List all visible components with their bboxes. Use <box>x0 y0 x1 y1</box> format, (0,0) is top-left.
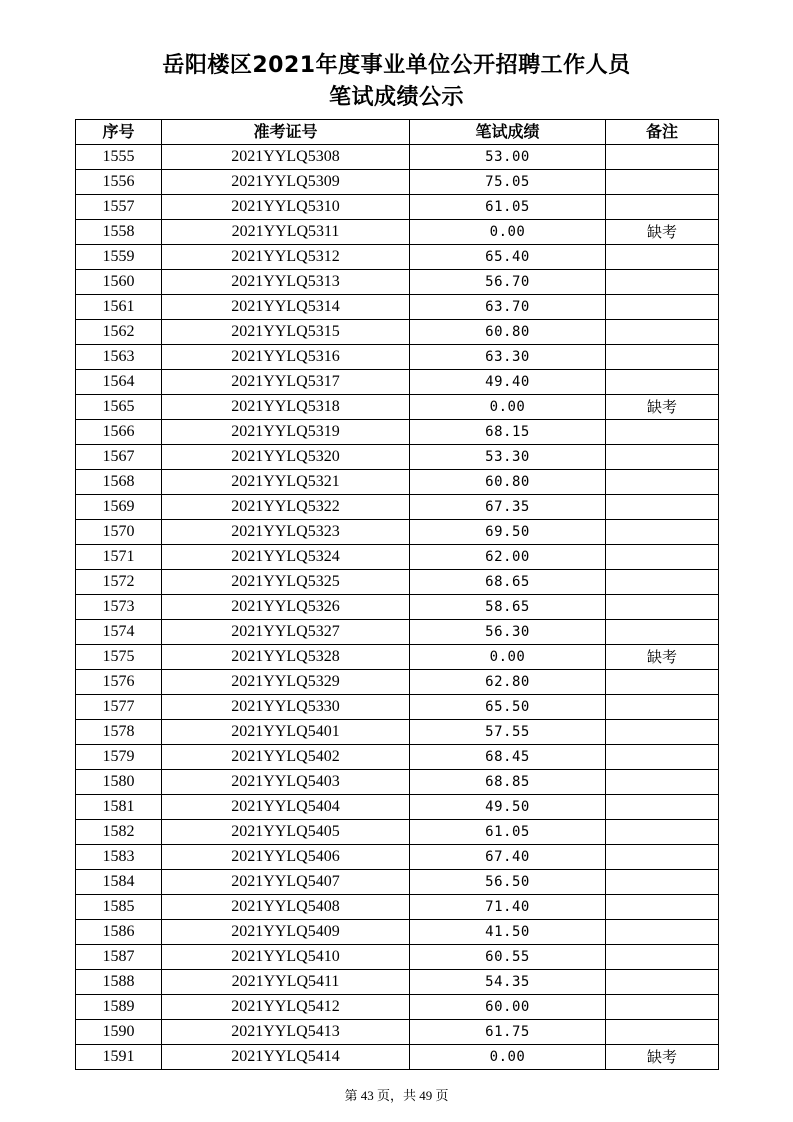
header-score: 笔试成绩 <box>410 120 606 145</box>
cell-score: 53.30 <box>410 445 606 470</box>
cell-exam-number: 2021YYLQ5407 <box>162 870 410 895</box>
cell-exam-number: 2021YYLQ5403 <box>162 770 410 795</box>
cell-exam-number: 2021YYLQ5312 <box>162 245 410 270</box>
header-index: 序号 <box>76 120 162 145</box>
cell-remarks <box>606 995 719 1020</box>
cell-index: 1574 <box>76 620 162 645</box>
table-row <box>76 820 719 845</box>
cell-remarks <box>606 245 719 270</box>
cell-exam-number: 2021YYLQ5410 <box>162 945 410 970</box>
table-row <box>76 920 719 945</box>
table-row <box>76 645 719 670</box>
cell-score: 56.50 <box>410 870 606 895</box>
cell-index: 1582 <box>76 820 162 845</box>
table-row <box>76 1020 719 1045</box>
cell-score: 41.50 <box>410 920 606 945</box>
cell-index: 1559 <box>76 245 162 270</box>
cell-remarks <box>606 145 719 170</box>
cell-score: 0.00 <box>410 220 606 245</box>
cell-exam-number: 2021YYLQ5405 <box>162 820 410 845</box>
cell-exam-number: 2021YYLQ5413 <box>162 1020 410 1045</box>
page-footer: 第 43 页，共 49 页 <box>344 1088 449 1103</box>
cell-index: 1590 <box>76 1020 162 1045</box>
cell-exam-number: 2021YYLQ5324 <box>162 545 410 570</box>
cell-remarks <box>606 870 719 895</box>
cell-exam-number: 2021YYLQ5317 <box>162 370 410 395</box>
cell-remarks <box>606 670 719 695</box>
cell-index: 1569 <box>76 495 162 520</box>
cell-remarks <box>606 470 719 495</box>
table-row <box>76 145 719 170</box>
cell-remarks <box>606 1020 719 1045</box>
cell-score: 67.35 <box>410 495 606 520</box>
cell-score: 60.55 <box>410 945 606 970</box>
cell-score: 65.40 <box>410 245 606 270</box>
table-row <box>76 970 719 995</box>
cell-score: 63.70 <box>410 295 606 320</box>
cell-score: 62.80 <box>410 670 606 695</box>
cell-index: 1557 <box>76 195 162 220</box>
cell-index: 1568 <box>76 470 162 495</box>
cell-index: 1558 <box>76 220 162 245</box>
cell-exam-number: 2021YYLQ5414 <box>162 1045 410 1070</box>
cell-exam-number: 2021YYLQ5411 <box>162 970 410 995</box>
table-row <box>76 695 719 720</box>
cell-remarks <box>606 370 719 395</box>
cell-score: 65.50 <box>410 695 606 720</box>
cell-remarks: 缺考 <box>606 645 719 670</box>
cell-remarks <box>606 620 719 645</box>
cell-exam-number: 2021YYLQ5315 <box>162 320 410 345</box>
table-row <box>76 245 719 270</box>
cell-remarks <box>606 445 719 470</box>
cell-exam-number: 2021YYLQ5321 <box>162 470 410 495</box>
header-exam-number: 准考证号 <box>162 120 410 145</box>
cell-index: 1570 <box>76 520 162 545</box>
table-row <box>76 745 719 770</box>
cell-exam-number: 2021YYLQ5326 <box>162 595 410 620</box>
cell-score: 56.70 <box>410 270 606 295</box>
cell-remarks <box>606 745 719 770</box>
document-title <box>0 50 793 114</box>
cell-index: 1581 <box>76 795 162 820</box>
cell-score: 56.30 <box>410 620 606 645</box>
cell-remarks <box>606 820 719 845</box>
cell-index: 1561 <box>76 295 162 320</box>
cell-score: 61.75 <box>410 1020 606 1045</box>
table-row <box>76 845 719 870</box>
cell-exam-number: 2021YYLQ5318 <box>162 395 410 420</box>
table-row <box>76 870 719 895</box>
table-row <box>76 1045 719 1070</box>
cell-remarks <box>606 545 719 570</box>
cell-index: 1565 <box>76 395 162 420</box>
cell-score: 53.00 <box>410 145 606 170</box>
table-row <box>76 545 719 570</box>
cell-remarks <box>606 770 719 795</box>
table-row <box>76 620 719 645</box>
cell-remarks <box>606 695 719 720</box>
cell-score: 0.00 <box>410 395 606 420</box>
cell-score: 68.15 <box>410 420 606 445</box>
table-row <box>76 895 719 920</box>
table-body <box>76 145 719 1070</box>
cell-index: 1564 <box>76 370 162 395</box>
cell-exam-number: 2021YYLQ5328 <box>162 645 410 670</box>
cell-index: 1560 <box>76 270 162 295</box>
cell-remarks <box>606 320 719 345</box>
table-row <box>76 220 719 245</box>
table-row <box>76 570 719 595</box>
cell-remarks <box>606 795 719 820</box>
cell-remarks <box>606 520 719 545</box>
cell-index: 1588 <box>76 970 162 995</box>
cell-index: 1580 <box>76 770 162 795</box>
cell-remarks: 缺考 <box>606 1045 719 1070</box>
cell-remarks <box>606 570 719 595</box>
cell-score: 60.80 <box>410 320 606 345</box>
table-row <box>76 395 719 420</box>
cell-remarks <box>606 170 719 195</box>
table-row <box>76 170 719 195</box>
cell-index: 1556 <box>76 170 162 195</box>
cell-score: 75.05 <box>410 170 606 195</box>
table-row <box>76 420 719 445</box>
cell-score: 68.85 <box>410 770 606 795</box>
cell-score: 49.50 <box>410 795 606 820</box>
cell-score: 57.55 <box>410 720 606 745</box>
cell-index: 1591 <box>76 1045 162 1070</box>
cell-score: 58.65 <box>410 595 606 620</box>
cell-exam-number: 2021YYLQ5401 <box>162 720 410 745</box>
title-line-2: 笔试成绩公示 <box>328 85 464 110</box>
cell-exam-number: 2021YYLQ5325 <box>162 570 410 595</box>
cell-score: 0.00 <box>410 1045 606 1070</box>
cell-exam-number: 2021YYLQ5323 <box>162 520 410 545</box>
table-row <box>76 795 719 820</box>
table-row <box>76 720 719 745</box>
cell-score: 71.40 <box>410 895 606 920</box>
table-row <box>76 295 719 320</box>
cell-exam-number: 2021YYLQ5316 <box>162 345 410 370</box>
cell-exam-number: 2021YYLQ5309 <box>162 170 410 195</box>
cell-exam-number: 2021YYLQ5412 <box>162 995 410 1020</box>
cell-index: 1555 <box>76 145 162 170</box>
cell-exam-number: 2021YYLQ5409 <box>162 920 410 945</box>
cell-exam-number: 2021YYLQ5327 <box>162 620 410 645</box>
header-remarks: 备注 <box>606 120 719 145</box>
cell-index: 1566 <box>76 420 162 445</box>
cell-score: 69.50 <box>410 520 606 545</box>
cell-score: 67.40 <box>410 845 606 870</box>
cell-index: 1576 <box>76 670 162 695</box>
cell-remarks: 缺考 <box>606 395 719 420</box>
cell-remarks <box>606 195 719 220</box>
cell-index: 1585 <box>76 895 162 920</box>
cell-remarks <box>606 720 719 745</box>
cell-exam-number: 2021YYLQ5310 <box>162 195 410 220</box>
cell-index: 1579 <box>76 745 162 770</box>
table-row <box>76 595 719 620</box>
cell-score: 63.30 <box>410 345 606 370</box>
cell-score: 68.45 <box>410 745 606 770</box>
cell-remarks <box>606 595 719 620</box>
cell-score: 60.00 <box>410 995 606 1020</box>
table-row <box>76 270 719 295</box>
cell-exam-number: 2021YYLQ5319 <box>162 420 410 445</box>
cell-exam-number: 2021YYLQ5322 <box>162 495 410 520</box>
cell-index: 1572 <box>76 570 162 595</box>
cell-score: 49.40 <box>410 370 606 395</box>
table-row <box>76 770 719 795</box>
cell-exam-number: 2021YYLQ5329 <box>162 670 410 695</box>
cell-index: 1571 <box>76 545 162 570</box>
table-row <box>76 520 719 545</box>
cell-exam-number: 2021YYLQ5330 <box>162 695 410 720</box>
cell-exam-number: 2021YYLQ5402 <box>162 745 410 770</box>
table-row <box>76 495 719 520</box>
cell-exam-number: 2021YYLQ5404 <box>162 795 410 820</box>
cell-index: 1586 <box>76 920 162 945</box>
score-table <box>75 119 719 1070</box>
table-row <box>76 470 719 495</box>
cell-exam-number: 2021YYLQ5408 <box>162 895 410 920</box>
table-row <box>76 345 719 370</box>
cell-exam-number: 2021YYLQ5314 <box>162 295 410 320</box>
cell-remarks <box>606 970 719 995</box>
cell-exam-number: 2021YYLQ5311 <box>162 220 410 245</box>
cell-remarks <box>606 895 719 920</box>
table-row <box>76 370 719 395</box>
cell-score: 68.65 <box>410 570 606 595</box>
title-line-1: 岳阳楼区2021年度事业单位公开招聘工作人员 <box>162 53 631 78</box>
cell-remarks <box>606 845 719 870</box>
cell-score: 60.80 <box>410 470 606 495</box>
cell-index: 1578 <box>76 720 162 745</box>
cell-remarks <box>606 945 719 970</box>
cell-index: 1589 <box>76 995 162 1020</box>
cell-score: 54.35 <box>410 970 606 995</box>
cell-score: 62.00 <box>410 545 606 570</box>
cell-remarks <box>606 420 719 445</box>
table-row <box>76 995 719 1020</box>
table-row <box>76 670 719 695</box>
table-row <box>76 195 719 220</box>
table-row <box>76 945 719 970</box>
cell-index: 1587 <box>76 945 162 970</box>
cell-index: 1562 <box>76 320 162 345</box>
cell-index: 1567 <box>76 445 162 470</box>
cell-remarks: 缺考 <box>606 220 719 245</box>
cell-exam-number: 2021YYLQ5313 <box>162 270 410 295</box>
cell-score: 61.05 <box>410 195 606 220</box>
cell-remarks <box>606 295 719 320</box>
cell-index: 1573 <box>76 595 162 620</box>
cell-index: 1584 <box>76 870 162 895</box>
table-row <box>76 445 719 470</box>
table-header-row <box>76 120 719 145</box>
cell-exam-number: 2021YYLQ5308 <box>162 145 410 170</box>
cell-index: 1563 <box>76 345 162 370</box>
cell-remarks <box>606 345 719 370</box>
cell-index: 1577 <box>76 695 162 720</box>
cell-index: 1575 <box>76 645 162 670</box>
cell-exam-number: 2021YYLQ5320 <box>162 445 410 470</box>
cell-score: 0.00 <box>410 645 606 670</box>
cell-remarks <box>606 920 719 945</box>
table-row <box>76 320 719 345</box>
cell-remarks <box>606 270 719 295</box>
cell-remarks <box>606 495 719 520</box>
cell-index: 1583 <box>76 845 162 870</box>
cell-exam-number: 2021YYLQ5406 <box>162 845 410 870</box>
cell-score: 61.05 <box>410 820 606 845</box>
